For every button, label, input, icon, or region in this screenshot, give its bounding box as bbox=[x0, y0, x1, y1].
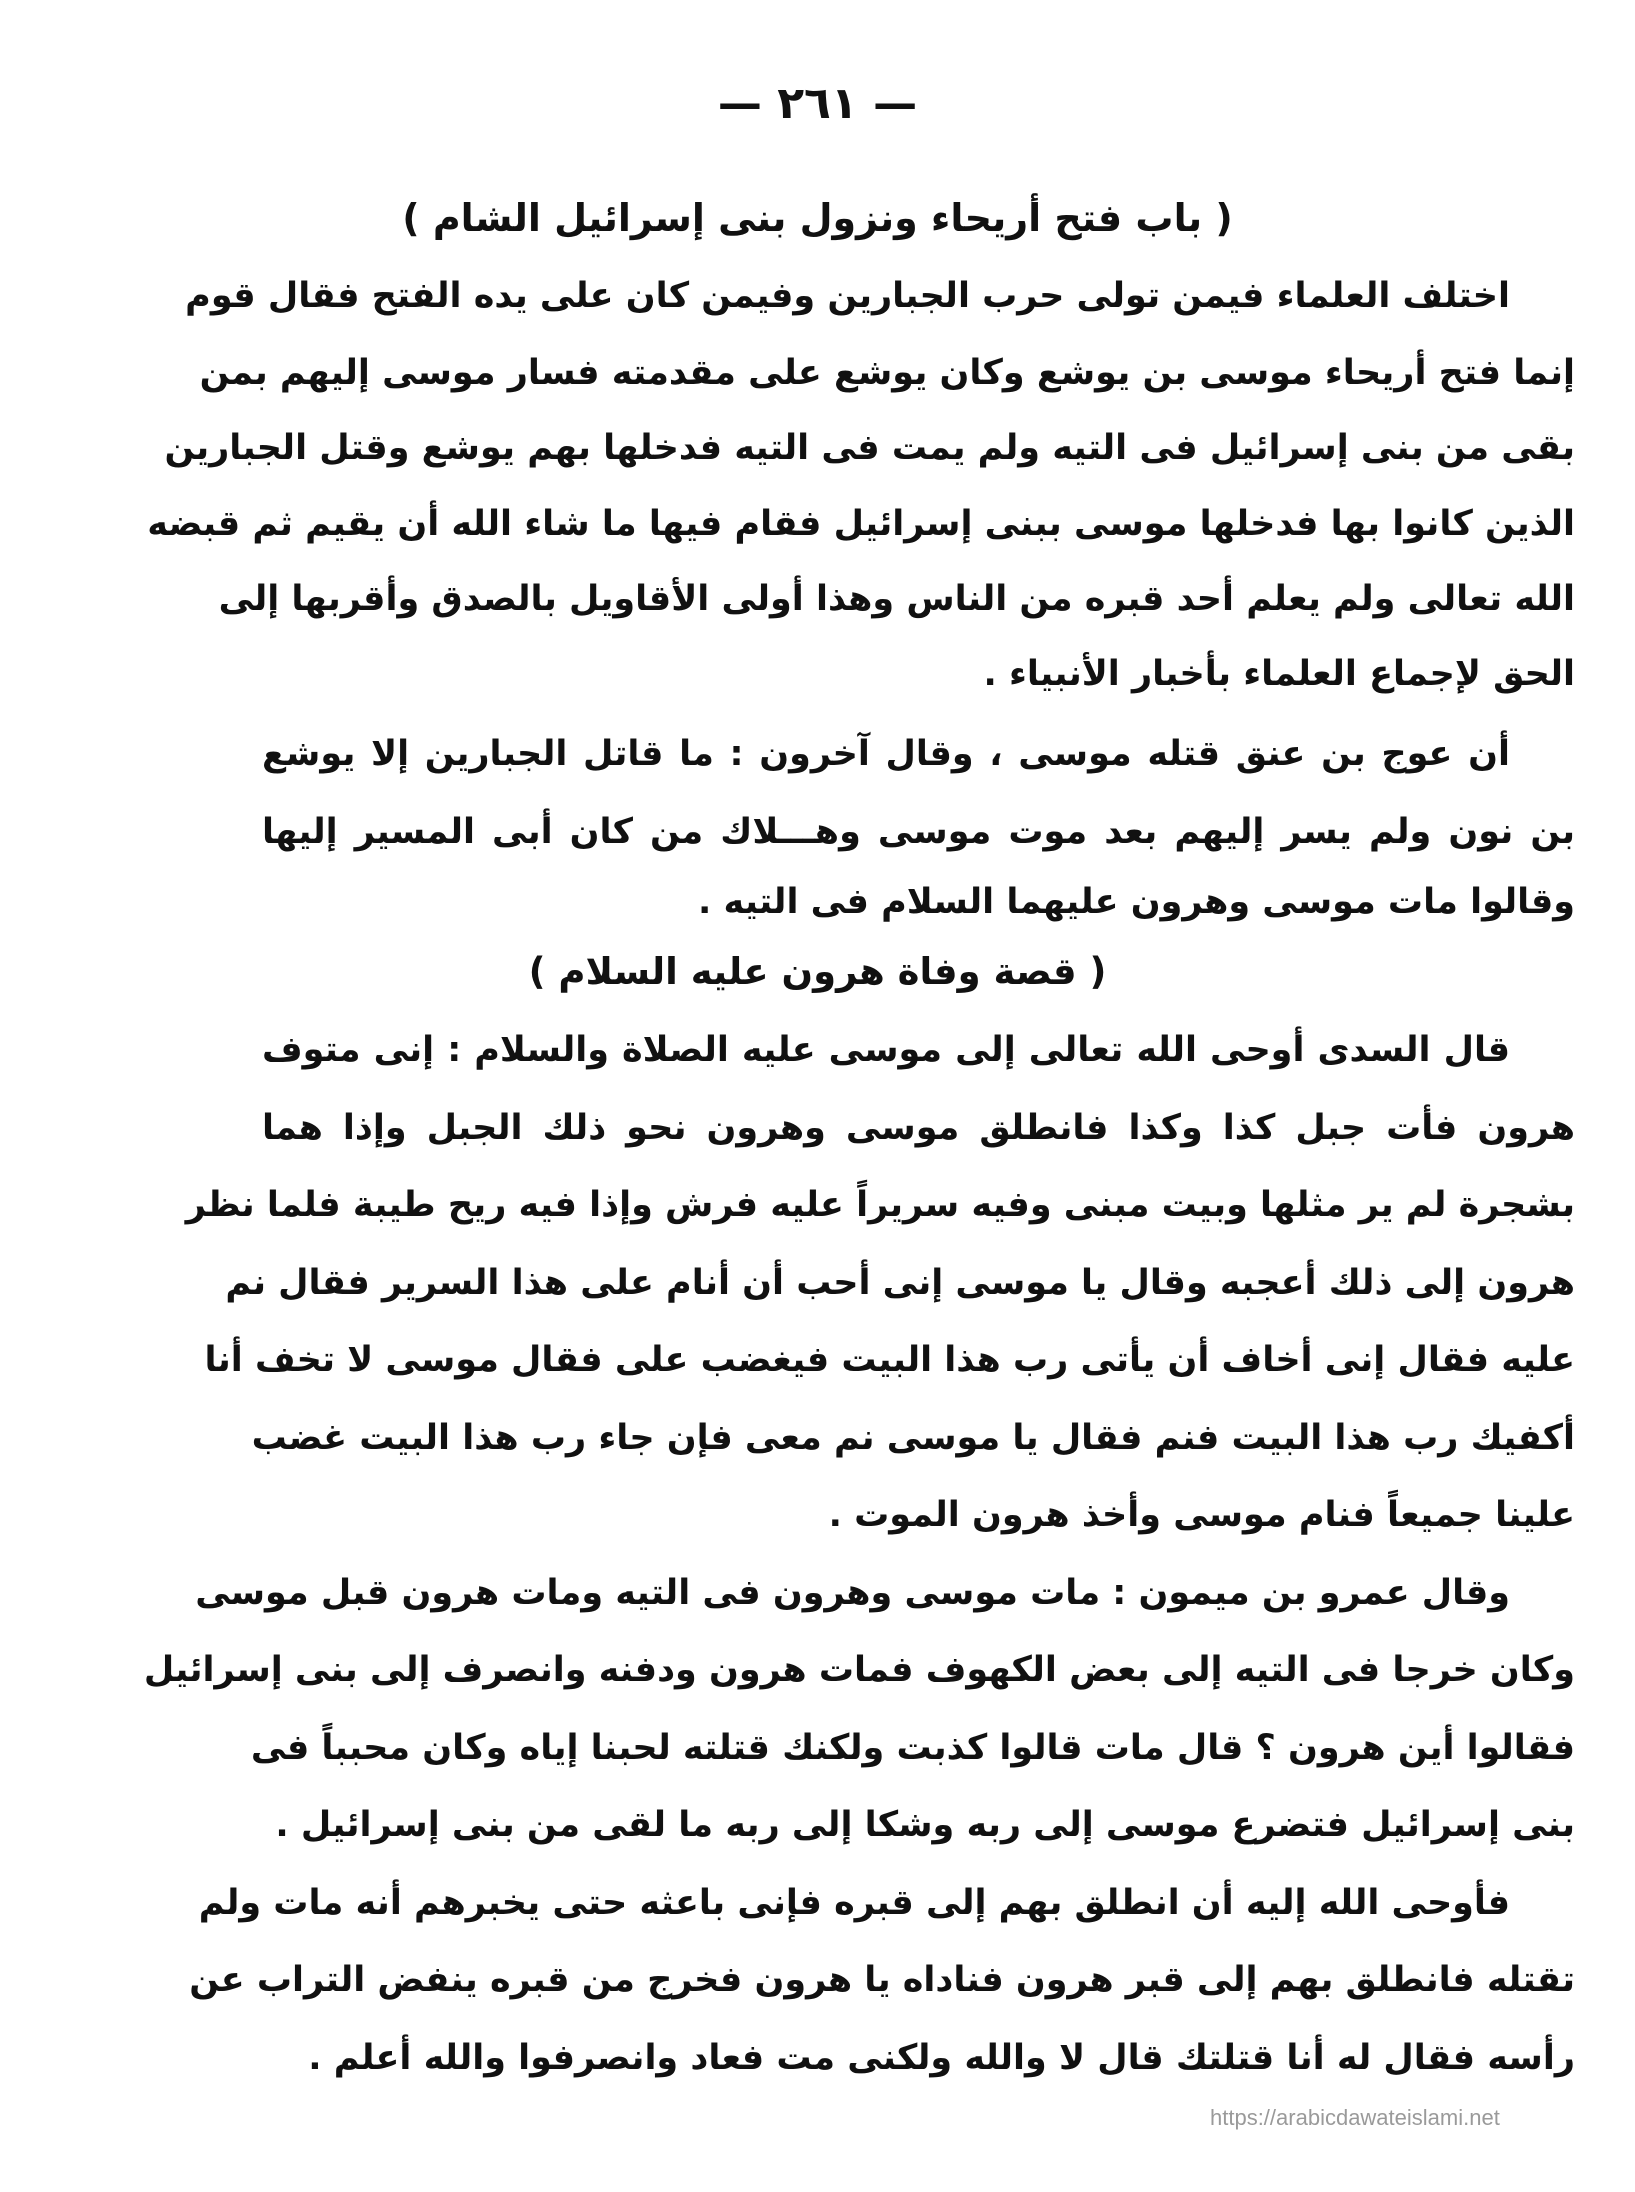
text-line: بن نون ولم يسر إليهم بعد موت موسى وهـــلاك من كان أبى المسير إليها bbox=[262, 812, 1575, 852]
text-line: إنما فتح أريحاء موسى بن يوشع وكان يوشع على مقدمته فسار موسى إليهم بمن bbox=[199, 353, 1575, 393]
text-line: علينا جميعاً فنام موسى وأخذ هرون الموت . bbox=[828, 1495, 1575, 1535]
text-line: رأسه فقال له أنا قتلتك قال لا والله ولكنى مت فعاد وانصرفوا والله أعلم . bbox=[308, 2038, 1575, 2078]
section-heading: ( قصة وفاة هرون عليه السلام ) bbox=[528, 950, 1107, 993]
text-line: الذين كانوا بها فدخلها موسى ببنى إسرائيل فقام فيها ما شاء الله أن يقيم ثم قبضه bbox=[147, 504, 1575, 544]
text-line: فأوحى الله إليه أن انطلق بهم إلى قبره فإنى باعثه حتى يخبرهم أنه مات ولم bbox=[198, 1883, 1510, 1923]
page-number: — ٢٦١ — bbox=[717, 78, 918, 129]
text-line: الحق لإجماع العلماء بأخبار الأنبياء . bbox=[983, 654, 1575, 694]
text-line: بقى من بنى إسرائيل فى التيه ولم يمت فى التيه فدخلها بهم يوشع وقتل الجبارين bbox=[164, 428, 1575, 468]
text-line: اختلف العلماء فيمن تولى حرب الجبارين وفيمن كان على يده الفتح فقال قوم bbox=[185, 276, 1510, 316]
text-line: عليه فقال إنى أخاف أن يأتى رب هذا البيت فيغضب على فقال موسى لا تخف أنا bbox=[204, 1340, 1575, 1380]
text-line: بشجرة لم ير مثلها وبيت مبنى وفيه سريراً عليه فرش وإذا فيه ريح طيبة فلما نظر bbox=[185, 1185, 1575, 1225]
watermark-url: https://arabicdawateislami.net bbox=[1210, 2105, 1500, 2130]
text-line: وقالوا مات موسى وهرون عليهما السلام فى التيه . bbox=[698, 882, 1575, 922]
text-line: وكان خرجا فى التيه إلى بعض الكهوف فمات هرون ودفنه وانصرف إلى بنى إسرائيل bbox=[143, 1650, 1575, 1690]
section-heading: ( باب فتح أريحاء ونزول بنى إسرائيل الشام ) bbox=[402, 196, 1233, 240]
text-line: وقال عمرو بن ميمون : مات موسى وهرون فى التيه ومات هرون قبل موسى bbox=[195, 1573, 1510, 1613]
text-line: هرون إلى ذلك أعجبه وقال يا موسى إنى أحب أن أنام على هذا السرير فقال نم bbox=[225, 1263, 1575, 1303]
text-line: الله تعالى ولم يعلم أحد قبره من الناس وهذا أولى الأقاويل بالصدق وأقربها إلى bbox=[218, 579, 1575, 619]
text-line: أكفيك رب هذا البيت فنم فقال يا موسى نم معى فإن جاء رب هذا البيت غضب bbox=[251, 1418, 1575, 1458]
text-line: قال السدى أوحى الله تعالى إلى موسى عليه الصلاة والسلام : إنى متوف bbox=[262, 1030, 1510, 1070]
text-line: أن عوج بن عنق قتله موسى ، وقال آخرون : ما قاتل الجبارين إلا يوشع bbox=[262, 734, 1510, 774]
text-line: بنى إسرائيل فتضرع موسى إلى ربه وشكا إلى ربه ما لقى من بنى إسرائيل . bbox=[275, 1805, 1575, 1845]
text-line: تقتله فانطلق بهم إلى قبر هرون فناداه يا هرون فخرج من قبره ينفض التراب عن bbox=[189, 1960, 1575, 2000]
text-line: هرون فأت جبل كذا وكذا فانطلق موسى وهرون نحو ذلك الجبل وإذا هما bbox=[262, 1108, 1575, 1148]
text-line: فقالوا أين هرون ؟ قال مات قالوا كذبت ولكنك قتلته لحبنا إياه وكان محبباً فى bbox=[250, 1728, 1575, 1768]
